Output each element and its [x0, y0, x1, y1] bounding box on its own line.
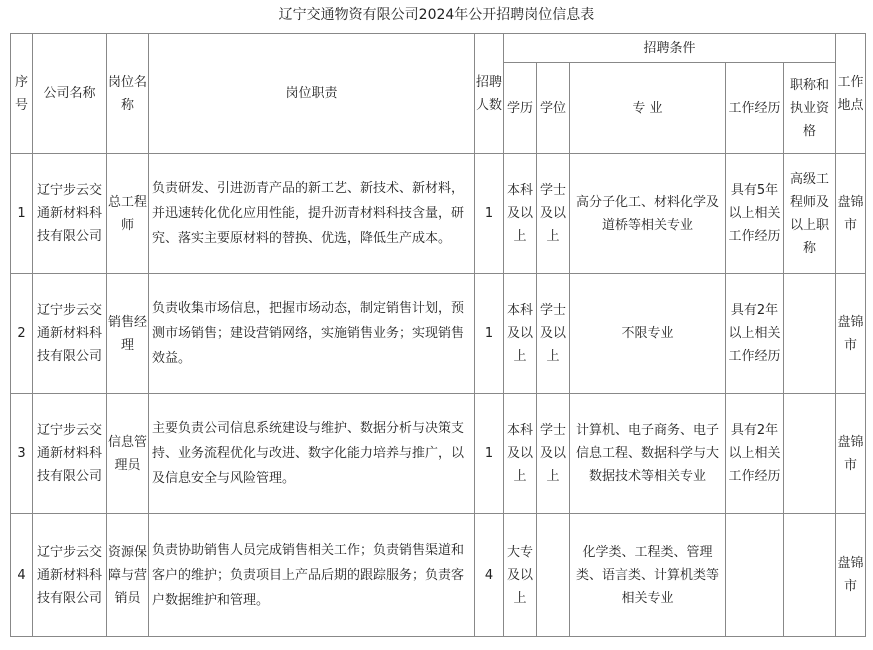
cell-major: 计算机、电子商务、电子信息工程、数据科学与大数据技术等相关专业 [570, 394, 726, 514]
cell-education: 本科及以上 [504, 394, 537, 514]
cell-location: 盘锦市 [836, 274, 866, 394]
cell-seq: 3 [11, 394, 33, 514]
table-row [11, 514, 866, 637]
cell-major: 化学类、工程类、管理类、语言类、计算机类等相关专业 [570, 514, 726, 637]
cell-degree: 学士及以上 [537, 394, 570, 514]
cell-duties: 负责研发、引进沥青产品的新工艺、新技术、新材料，并迅速转化优化应用性能，提升沥青材料科技含量，研究、落实主要原材料的替换、优选，降低生产成本。 [149, 154, 475, 274]
header-seq: 序号 [11, 34, 33, 154]
cell-education: 大专及以上 [504, 514, 537, 637]
table-row [11, 274, 866, 394]
cell-major: 不限专业 [570, 274, 726, 394]
cell-title-qualification: 高级工程师及以上职称 [784, 154, 836, 274]
cell-count: 1 [475, 154, 504, 274]
cell-company: 辽宁步云交通新材料科技有限公司 [33, 154, 107, 274]
job-table [10, 33, 866, 637]
cell-seq: 4 [11, 514, 33, 637]
cell-experience: 具有5年以上相关工作经历 [726, 154, 784, 274]
cell-seq: 1 [11, 154, 33, 274]
cell-seq: 2 [11, 274, 33, 394]
cell-title-qualification [784, 274, 836, 394]
cell-duties: 负责协助销售人员完成销售相关工作；负责销售渠道和客户的维护；负责项目上产品后期的跟踪服务；负责客户数据维护和管理。 [149, 514, 475, 637]
header-experience: 工作经历 [726, 63, 784, 154]
header-education: 学历 [504, 63, 537, 154]
cell-degree: 学士及以上 [537, 274, 570, 394]
cell-position: 信息管理员 [107, 394, 149, 514]
cell-education: 本科及以上 [504, 154, 537, 274]
cell-experience [726, 514, 784, 637]
header-degree: 学位 [537, 63, 570, 154]
cell-experience: 具有2年以上相关工作经历 [726, 274, 784, 394]
cell-degree: 学士及以上 [537, 154, 570, 274]
cell-count: 1 [475, 394, 504, 514]
cell-company: 辽宁步云交通新材料科技有限公司 [33, 514, 107, 637]
cell-title-qualification [784, 514, 836, 637]
cell-duties: 主要负责公司信息系统建设与维护、数据分析与决策支持、业务流程优化与改进、数字化能力培养与推广，以及信息安全与风险管理。 [149, 394, 475, 514]
cell-position: 销售经理 [107, 274, 149, 394]
cell-title-qualification [784, 394, 836, 514]
cell-count: 1 [475, 274, 504, 394]
cell-company: 辽宁步云交通新材料科技有限公司 [33, 274, 107, 394]
cell-count: 4 [475, 514, 504, 637]
header-location: 工作地点 [836, 34, 866, 154]
header-count: 招聘人数 [475, 34, 504, 154]
cell-location: 盘锦市 [836, 394, 866, 514]
header-duties: 岗位职责 [149, 34, 475, 154]
cell-location: 盘锦市 [836, 514, 866, 637]
page-title: 辽宁交通物资有限公司2024年公开招聘岗位信息表 [278, 7, 595, 23]
header-major: 专 业 [570, 63, 726, 154]
header-title-qualification: 职称和执业资格 [784, 63, 836, 154]
cell-degree [537, 514, 570, 637]
cell-position: 总工程师 [107, 154, 149, 274]
cell-position: 资源保障与营销员 [107, 514, 149, 637]
cell-duties: 负责收集市场信息，把握市场动态，制定销售计划，预测市场销售；建设营销网络，实施销售业务；实现销售效益。 [149, 274, 475, 394]
cell-major: 高分子化工、材料化学及道桥等相关专业 [570, 154, 726, 274]
cell-education: 本科及以上 [504, 274, 537, 394]
table-row [11, 154, 866, 274]
header-company: 公司名称 [33, 34, 107, 154]
cell-company: 辽宁步云交通新材料科技有限公司 [33, 394, 107, 514]
header-conditions: 招聘条件 [504, 34, 836, 63]
cell-location: 盘锦市 [836, 154, 866, 274]
cell-experience: 具有2年以上相关工作经历 [726, 394, 784, 514]
table-row [11, 394, 866, 514]
header-position: 岗位名称 [107, 34, 149, 154]
